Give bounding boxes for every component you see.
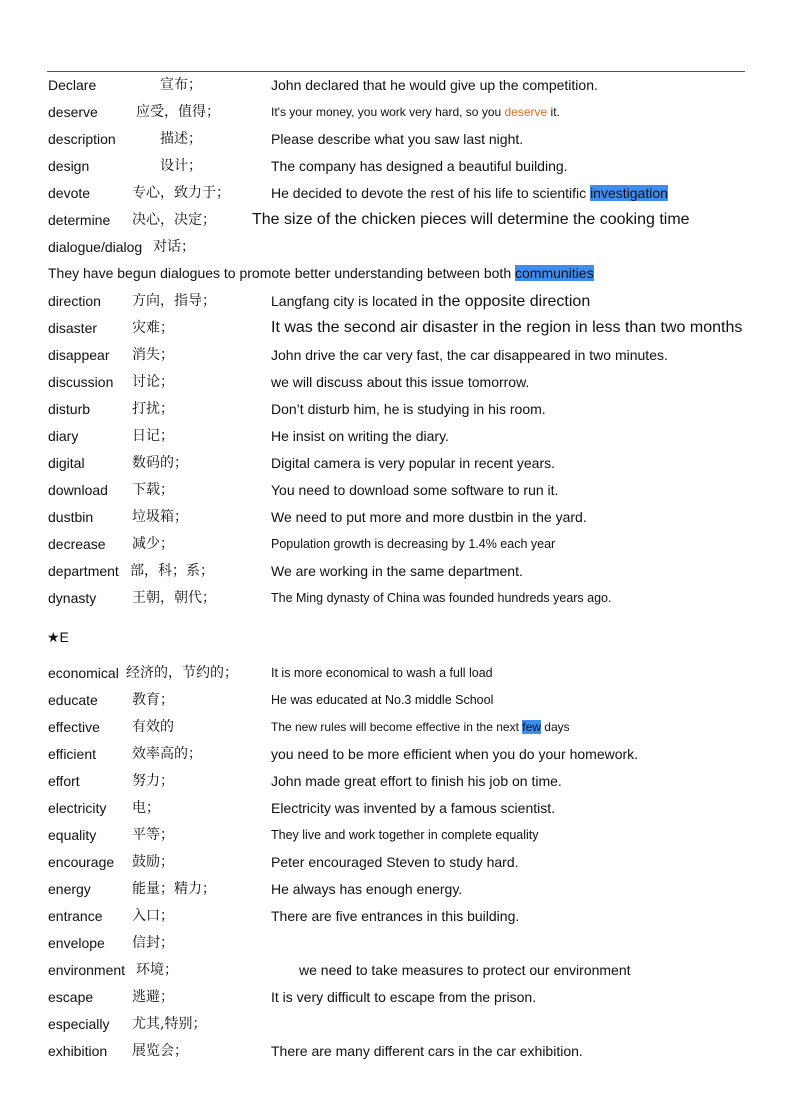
example-text: Langfang city is located [271, 293, 422, 309]
entry-example: you need to be more efficient when you do your homework. [271, 746, 639, 762]
entry-example: He always has enough energy. [271, 881, 463, 897]
entry-design [48, 155, 748, 177]
entry-especially [48, 1013, 748, 1035]
example-text: days [540, 720, 570, 734]
entry-chinese: 有效的 [132, 719, 174, 735]
entry-example: John made great effort to finish his job on time. [271, 773, 562, 789]
entry-example [48, 262, 594, 284]
entry-chinese: 电； [132, 800, 160, 816]
entry-chinese: 鼓励； [132, 854, 174, 870]
entry-chinese: 专心，致力于； [132, 185, 230, 201]
entry-discussion [48, 371, 748, 393]
entry-effective [48, 716, 748, 738]
entry-word: devote [48, 185, 91, 201]
entry-word: envelope [48, 935, 105, 951]
entry-example: we will discuss about this issue tomorrow. [271, 374, 530, 390]
entry-entrance [48, 905, 748, 927]
entry-example: We need to put more and more dustbin in the yard. [271, 509, 587, 525]
entry-word: determine [48, 212, 111, 228]
entry-download [48, 479, 748, 501]
example-text: it. [547, 105, 560, 119]
entry-word: economical [48, 665, 119, 681]
entry-word: efficient [48, 746, 96, 762]
entry-disappear [48, 344, 748, 366]
entry-disaster [48, 317, 748, 339]
entry-word: Declare [48, 77, 97, 93]
entry-energy [48, 878, 748, 900]
entry-example: we need to take measures to protect our environment [299, 962, 631, 978]
entry-example: John declared that he would give up the competition. [271, 77, 598, 93]
entry-chinese: 效率高的； [132, 746, 202, 762]
entry-chinese: 环境； [136, 962, 178, 978]
entry-description [48, 128, 748, 150]
entry-example: There are many different cars in the car exhibition. [271, 1043, 583, 1059]
entry-declare [48, 74, 748, 96]
entry-example: John drive the car very fast, the car disappeared in two minutes. [271, 347, 668, 363]
entry-chinese: 减少； [132, 536, 174, 552]
example-text: It's your money, you work very hard, so you [271, 105, 505, 119]
entry-chinese: 垃圾箱； [132, 509, 188, 525]
entry-direction [48, 290, 748, 312]
entry-word: disaster [48, 320, 98, 336]
entry-word: deserve [48, 104, 98, 120]
entry-word: dynasty [48, 590, 97, 606]
entry-word: effective [48, 719, 100, 735]
entry-example: Peter encouraged Steven to study hard. [271, 854, 519, 870]
entry-dialogue-example [48, 262, 748, 284]
entry-chinese: 经济的，节约的； [126, 665, 238, 681]
entry-word: digital [48, 455, 85, 471]
entry-word: environment [48, 962, 126, 978]
entry-chinese: 设计； [160, 158, 202, 174]
entry-word: direction [48, 293, 101, 309]
entry-word: decrease [48, 536, 106, 552]
entry-decrease [48, 533, 748, 555]
entry-example: It is very difficult to escape from the prison. [271, 989, 537, 1005]
top-rule [47, 71, 745, 72]
entry-chinese: 灾难； [132, 320, 174, 336]
example-text: The new rules will become effective in the next [271, 720, 523, 734]
entry-chinese: 王朝，朝代； [132, 590, 216, 606]
entry-word: equality [48, 827, 97, 843]
entry-word: dustbin [48, 509, 94, 525]
selected-word: communities [515, 265, 594, 281]
entry-example: You need to download some software to run it. [271, 482, 559, 498]
entry-example: He was educated at No.3 middle School [271, 693, 494, 707]
entry-envelope [48, 932, 748, 954]
entry-devote [48, 182, 748, 204]
entry-example: He insist on writing the diary. [271, 428, 449, 444]
entry-word: escape [48, 989, 94, 1005]
entry-chinese: 教育； [132, 692, 174, 708]
entry-effort [48, 770, 748, 792]
entry-example: Please describe what you saw last night. [271, 131, 524, 147]
selected-word: investigation [590, 185, 668, 201]
entry-chinese: 信封； [132, 935, 174, 951]
entry-educate [48, 689, 748, 711]
entry-example [271, 290, 590, 313]
entry-example: It is more economical to wash a full load [271, 666, 493, 680]
section-e-heading: ★E [47, 629, 69, 645]
entry-word: energy [48, 881, 91, 897]
entry-example [271, 182, 668, 204]
entry-chinese: 应受，值得； [136, 104, 220, 120]
entry-chinese: 对话； [153, 239, 195, 255]
entry-word: disturb [48, 401, 91, 417]
entry-diary [48, 425, 748, 447]
entry-word: download [48, 482, 108, 498]
entry-word: discussion [48, 374, 114, 390]
entry-word: educate [48, 692, 98, 708]
entry-example: They live and work together in complete equality [271, 828, 539, 842]
entry-equality [48, 824, 748, 846]
entry-example: We are working in the same department. [271, 563, 523, 579]
entry-example: It was the second air disaster in the region in less than two months [271, 319, 743, 336]
entry-electricity [48, 797, 748, 819]
entry-example: The company has designed a beautiful building. [271, 158, 568, 174]
entry-chinese: 下载； [132, 482, 174, 498]
entry-chinese: 努力； [132, 773, 174, 789]
entry-chinese: 描述； [160, 131, 202, 147]
entry-dialogue [48, 236, 748, 258]
entry-chinese: 日记； [132, 428, 174, 444]
entry-example [271, 716, 570, 738]
entry-chinese: 消失； [132, 347, 174, 363]
entry-example: Don’t disturb him, he is studying in his room. [271, 401, 546, 417]
entry-efficient [48, 743, 748, 765]
entry-chinese: 展览会； [132, 1043, 188, 1059]
entry-word: diary [48, 428, 79, 444]
entry-example: Electricity was invented by a famous scientist. [271, 800, 556, 816]
entry-word: especially [48, 1016, 110, 1032]
entry-chinese: 平等； [132, 827, 174, 843]
entry-chinese: 打扰； [132, 401, 174, 417]
example-text: He decided to devote the rest of his life to scientific [271, 185, 591, 201]
entry-exhibition [48, 1040, 748, 1062]
entry-dynasty [48, 587, 748, 609]
entry-escape [48, 986, 748, 1008]
entry-example: Population growth is decreasing by 1.4% each year [271, 537, 556, 551]
entry-chinese: 决心，决定； [132, 212, 216, 228]
entry-chinese: 尤其,特别； [132, 1016, 207, 1032]
entry-word: disappear [48, 347, 110, 363]
entry-word: department [48, 563, 119, 579]
entry-deserve [48, 101, 748, 123]
entry-example: The size of the chicken pieces will determine the cooking time [252, 211, 690, 228]
example-text: They have begun dialogues to promote better understanding between both [48, 265, 515, 281]
entry-chinese: 数码的； [132, 455, 188, 471]
entry-example: The Ming dynasty of China was founded hundreds years ago. [271, 591, 612, 605]
entry-economical [48, 662, 748, 684]
entry-example: There are five entrances in this building. [271, 908, 520, 924]
entry-dustbin [48, 506, 748, 528]
entry-chinese: 讨论； [132, 374, 174, 390]
entry-word: entrance [48, 908, 103, 924]
entry-word: effort [48, 773, 80, 789]
entry-example [271, 101, 560, 123]
entry-chinese: 能量；精力； [132, 881, 216, 897]
entry-chinese: 宣布； [160, 77, 202, 93]
entry-example: Digital camera is very popular in recent years. [271, 455, 556, 471]
entry-encourage [48, 851, 748, 873]
selected-word: few [522, 720, 541, 734]
entry-chinese: 部，科；系； [130, 563, 214, 579]
entry-disturb [48, 398, 748, 420]
entry-word: electricity [48, 800, 107, 816]
entry-determine [48, 209, 748, 231]
entry-word: design [48, 158, 90, 174]
entry-word: encourage [48, 854, 115, 870]
highlighted-word: deserve [504, 105, 548, 119]
entry-word: description [48, 131, 116, 147]
entry-department [48, 560, 748, 582]
entry-environment [48, 959, 748, 981]
entry-chinese: 方向，指导； [132, 293, 216, 309]
example-text: in the opposite direction [421, 293, 591, 310]
entry-digital [48, 452, 748, 474]
entry-chinese: 入口； [132, 908, 174, 924]
entry-chinese: 逃避； [132, 989, 174, 1005]
entry-word: dialogue/dialog [48, 239, 143, 255]
entry-word: exhibition [48, 1043, 108, 1059]
